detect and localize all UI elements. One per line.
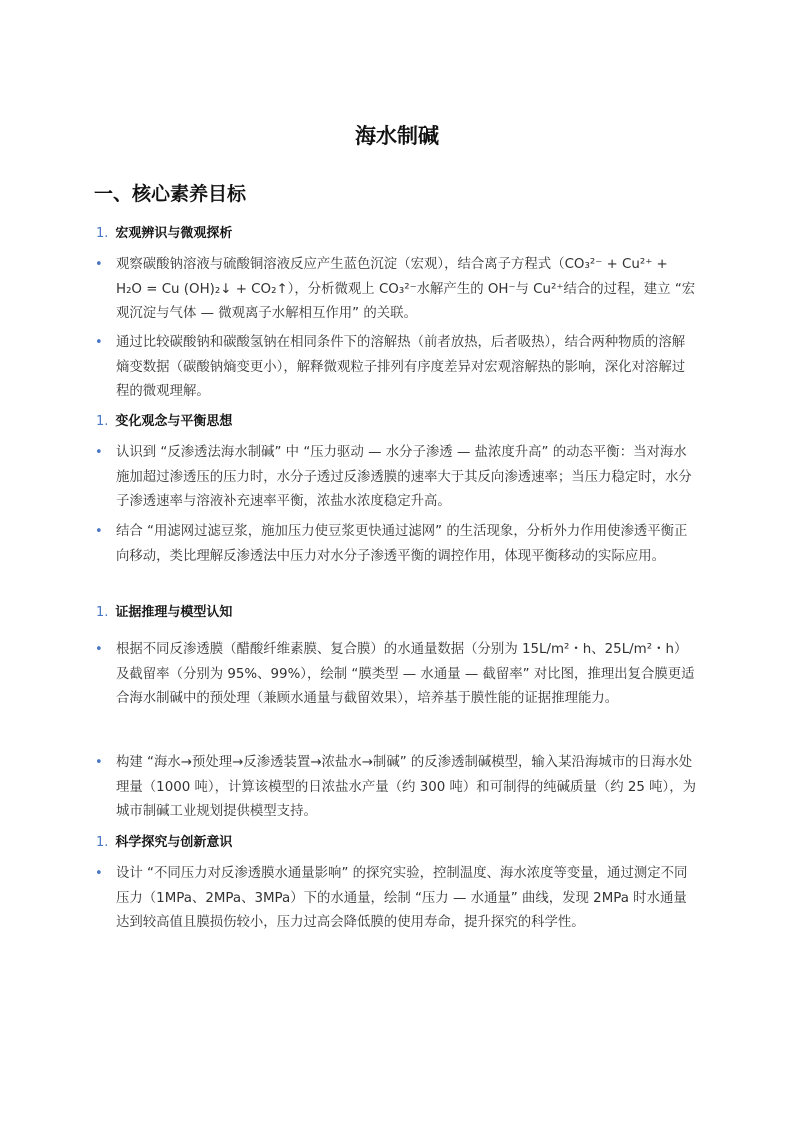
subsection-heading [96, 603, 232, 623]
subsection-number: 1. [96, 414, 109, 429]
list-item-text: 认识到 “反渗透法海水制碱” 中 “压力驱动 — 水分子渗透 — 盐浓度升高” 的动态平衡：当对海水施加超过渗透压的压力时，水分子透过反渗透膜的速率大于其反向渗透速率；当压力稳定时，水分子渗透速率与溶液补充速率平衡，浓盐水浓度稳定升高。 [116, 445, 692, 509]
subsection-heading [96, 224, 232, 244]
subsection-number: 1. [96, 835, 109, 850]
subsection-heading [96, 833, 232, 853]
list-item [95, 862, 696, 936]
list-item [95, 331, 696, 405]
subsection-title: 宏观辨识与微观探析 [115, 226, 233, 241]
list-item [95, 751, 697, 825]
section-heading: 一、核心素养目标 [94, 183, 247, 205]
list-item [95, 638, 696, 712]
bullet-icon: • [95, 755, 103, 770]
bullet-icon: • [95, 524, 103, 539]
bullet-icon: • [95, 335, 103, 350]
bullet-icon: • [95, 257, 103, 272]
subsection-title: 证据推理与模型认知 [115, 605, 233, 620]
subsection-number: 1. [96, 226, 109, 241]
subsection-title: 科学探究与创新意识 [115, 835, 233, 850]
list-item-text: 观察碳酸钠溶液与硫酸铜溶液反应产生蓝色沉淀（宏观），结合离子方程式（CO₃²⁻ + Cu²⁺ + H₂O = Cu (OH)₂↓ + CO₂↑），分析微观上 CO₃²⁻水解产生的 OH⁻与 Cu²⁺结合的过程，建立 “宏观沉淀与气体 — 微观离子水解相互作用” 的关联。 [116, 257, 696, 321]
subsection-number: 1. [96, 605, 109, 620]
page-title: 海水制碱 [355, 124, 439, 148]
list-item [95, 441, 696, 515]
bullet-icon: • [95, 866, 103, 881]
list-item-text: 结合 “用滤网过滤豆浆，施加压力使豆浆更快通过滤网” 的生活现象，分析外力作用使渗透平衡正向移动，类比理解反渗透法中压力对水分子渗透平衡的调控作用，体现平衡移动的实际应用。 [116, 524, 688, 564]
list-item-text: 构建 “海水→预处理→反渗透装置→浓盐水→制碱” 的反渗透制碱模型，输入某沿海城市的日海水处理量（1000 吨），计算该模型的日浓盐水产量（约 300 吨）和可制得的纯碱质量（约 25 吨），为城市制碱工业规划提供模型支持。 [116, 755, 697, 819]
subsection-title: 变化观念与平衡思想 [115, 414, 233, 429]
subsection-heading [96, 412, 232, 432]
bullet-icon: • [95, 642, 103, 657]
list-item [95, 520, 696, 569]
list-item-text: 设计 “不同压力对反渗透膜水通量影响” 的探究实验，控制温度、海水浓度等变量，通过测定不同压力（1MPa、2MPa、3MPa）下的水通量，绘制 “压力 — 水通量” 曲线，发现 2MPa 时水通量达到较高值且膜损伤较小，压力过高会降低膜的使用寿命，提升探究的科学性。 [116, 866, 688, 930]
bullet-icon: • [95, 445, 103, 460]
list-item-text: 根据不同反渗透膜（醋酸纤维素膜、复合膜）的水通量数据（分别为 15L/m²・h、25L/m²・h）及截留率（分别为 95%、99%），绘制 “膜类型 — 水通量 — 截留率” 对比图，推理出复合膜更适合海水制碱中的预处理（兼顾水通量与截留效果），培养基于膜性能的证据推理能力。 [116, 642, 695, 706]
list-item-text: 通过比较碳酸钠和碳酸氢钠在相同条件下的溶解热（前者放热，后者吸热），结合两种物质的溶解熵变数据（碳酸钠熵变更小），解释微观粒子排列有序度差异对宏观溶解热的影响，深化对溶解过程的微观理解。 [116, 335, 686, 399]
list-item [95, 253, 696, 327]
